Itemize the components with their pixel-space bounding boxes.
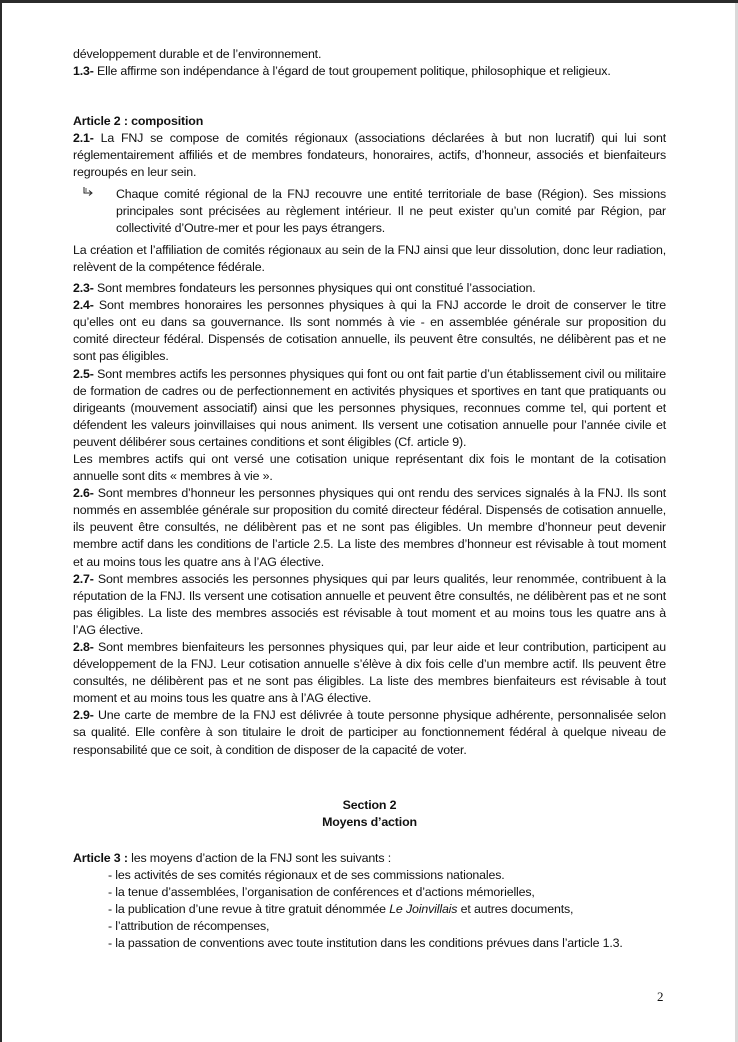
- bullet-text: Chaque comité régional de la FNJ recouvre une entité territoriale de base (Région). Ses missions principales sont précisées au règlement intérieur. Il ne peut exister qu’un comité par Région, par collectivité d’Outre-mer et pour les pays étrangers.: [116, 186, 666, 235]
- document-page: [73, 46, 666, 952]
- article-3-intro: Article 3 : les moyens d’action de la FNJ sont les suivants :: [73, 850, 391, 865]
- list-item: - les activités de ses comités régionaux et de ses commissions nationales.: [108, 867, 505, 882]
- paragraph-2-5: 2.5- Sont membres actifs les personnes physiques qui font ou ont fait partie d’un établissement civil ou militaire de formation de cadres ou de perfectionnement en activités physiques et sportives en tant que pratiquants ou dirigeants (mouvement associatif) ainsi que les personnes physiques, reconnues comme tel, qui portent et défendent les valeurs joinvillaises qui nous animent. Ils versent une cotisation annuelle pour l’année civile et peuvent délibérer sous certaines conditions et sont éligibles (Cf. article 9).: [73, 366, 666, 449]
- section-title: Section 2: [342, 797, 397, 812]
- bullet-item: [73, 186, 666, 237]
- paragraph-number: 2.3-: [73, 281, 94, 296]
- list-item: - la passation de conventions avec toute institution dans les conditions prévues dans l’article 1.3.: [108, 936, 623, 951]
- paragraph-number: 2.4-: [73, 298, 94, 313]
- paragraph-1-3: 1.3- Elle affirme son indépendance à l’égard de tout groupement politique, philosophique et religieux.: [73, 64, 611, 79]
- page-number: 2: [657, 989, 664, 1004]
- list-item: - l’attribution de récompenses,: [108, 919, 270, 934]
- list-item: - la tenue d’assemblées, l’organisation de conférences et d’actions mémorielles,: [108, 885, 535, 900]
- list-item: - la publication d’une revue à titre gratuit dénommée Le Joinvillais et autres documents,: [108, 902, 574, 917]
- article-3-list: [73, 867, 666, 952]
- section-subtitle: Moyens d’action: [322, 814, 417, 829]
- paragraph-2-9: 2.9- Une carte de membre de la FNJ est délivrée à toute personne physique adhérente, personnalisée selon sa qualité. Elle confère à son titulaire le droit de participer au fonctionnement fédéral à quelque niveau de responsabilité que ce soit, à condition de disposer de la capacité de voter.: [73, 708, 666, 757]
- paragraph-number: 1.3-: [73, 64, 94, 79]
- paragraph-number: 2.5-: [73, 366, 94, 381]
- paragraph-2-1: 2.1- La FNJ se compose de comités régionaux (associations déclarées à but non lucratif) qui lui sont réglementairement affiliés et de membres fondateurs, honoraires, actifs, d’honneur, associés et bienfaiteurs regroupés en leur sein.: [73, 131, 666, 180]
- paragraph-2-7: 2.7- Sont membres associés les personnes physiques qui par leurs qualités, leur renommée, contribuent à la réputation de la FNJ. Ils versent une cotisation annuelle et peuvent être consultés, ne délibèrent pas et ne sont pas éligibles. La liste des membres associés est révisable à tout moment et au moins tous les quatre ans à l’AG élective.: [73, 571, 666, 637]
- article-2-heading: Article 2 : composition: [73, 114, 204, 129]
- paragraph-number: 2.9-: [73, 708, 94, 723]
- article-3-label: Article 3 :: [73, 850, 128, 865]
- intro-continuation: développement durable et de l’environnement.: [73, 47, 322, 61]
- paragraph-2-4: 2.4- Sont membres honoraires les personnes physiques à qui la FNJ accorde le droit de conserver le titre qu’elles ont eu dans sa gouvernance. Ils sont nommés à vie - en assemblée générale sur proposition du comité directeur fédéral. Dispensés de cotisation annuelle, ils peuvent être consultés, ne délibèrent pas et ne sont pas éligibles.: [73, 298, 666, 364]
- window-frame-top: [0, 0, 738, 3]
- paragraph-2-8: 2.8- Sont membres bienfaiteurs les personnes physiques qui, par leur aide et leur contribution, participent au développement de la FNJ. Leur cotisation annuelle s’élève à dix fois celle d’un membre actif. Ils peuvent être consultés, ne délibèrent pas et ne sont pas éligibles. La liste des membres bienfaiteurs est révisable à tout moment et au moins tous les quatre ans à l’AG élective.: [73, 640, 666, 706]
- paragraph-number: 2.1-: [73, 131, 94, 146]
- paragraph-number: 2.7-: [73, 571, 94, 586]
- window-frame-left: [0, 0, 2, 1042]
- paragraph-number: 2.6-: [73, 486, 94, 501]
- paragraph-number: 2.8-: [73, 640, 94, 654]
- paragraph-2-3: 2.3- Sont membres fondateurs les personnes physiques qui ont constitué l’association.: [73, 281, 536, 296]
- publication-title: Le Joinvillais: [389, 902, 458, 917]
- paragraph-creation: La création et l’affiliation de comités régionaux au sein de la FNJ ainsi que leur dissolution, donc leur radiation, relèvent de la compétence fédérale.: [73, 242, 666, 274]
- paragraph-membres-a-vie: Les membres actifs qui ont versé une cotisation unique représentant dix fois le montant de la cotisation annuelle sont dits « membres à vie ».: [73, 451, 666, 484]
- hand-pointing-arrow-icon: [82, 186, 96, 200]
- paragraph-2-6: 2.6- Sont membres d’honneur les personnes physiques qui ont rendu des services signalés à la FNJ. Ils sont nommés en assemblée générale sur proposition du comité directeur fédéral. Dispensés de cotisation annuelle, ils peuvent être consultés, ne délibèrent pas et ne sont pas éligibles. Un membre d’honneur peut devenir membre actif dans les conditions de l’article 2.5. La liste des membres d’honneur est révisable à tout moment et au moins tous les quatre ans à l’AG élective.: [73, 486, 666, 569]
